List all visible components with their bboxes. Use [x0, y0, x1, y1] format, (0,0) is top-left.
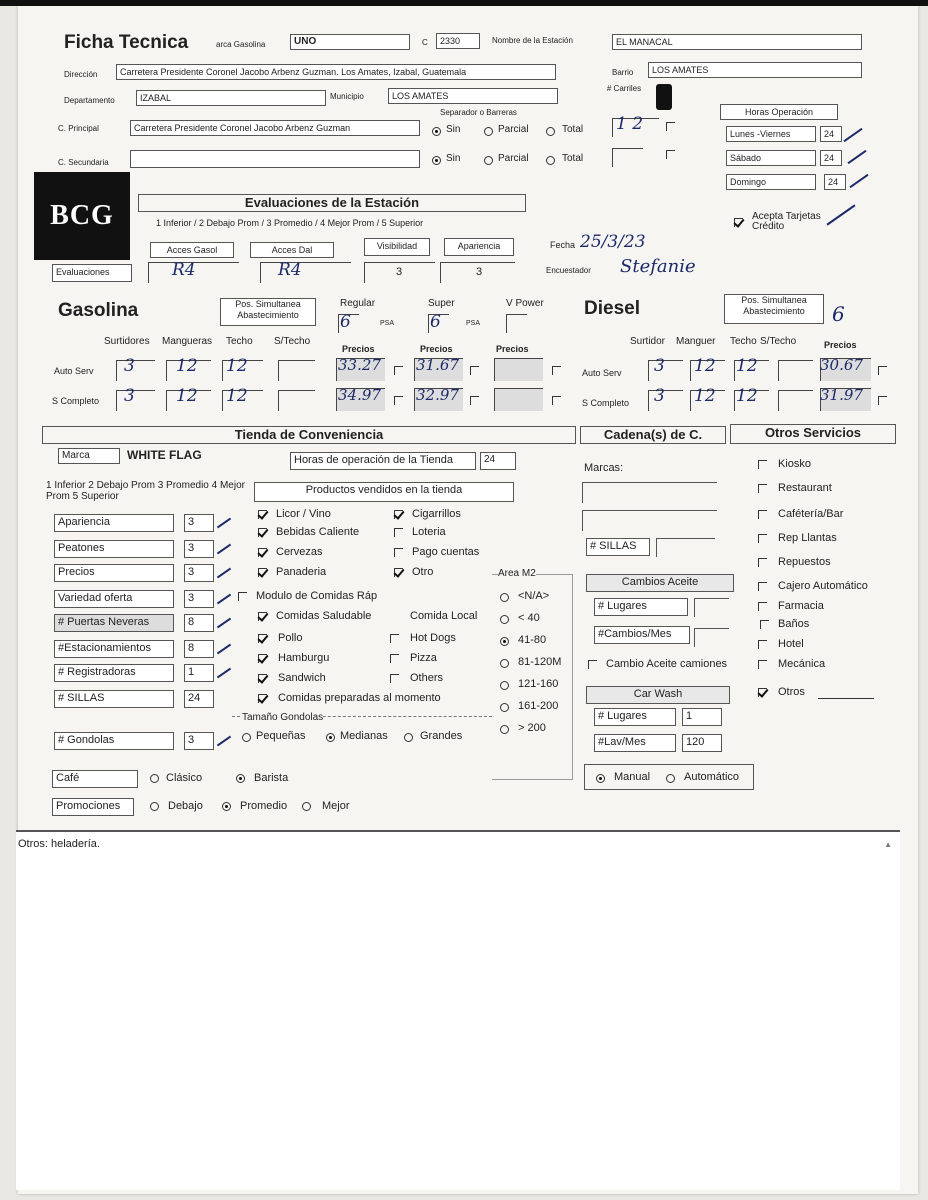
encuestador-label: Encuestador — [546, 266, 591, 275]
gas-auto-p2: 31.67 — [416, 356, 459, 374]
principal-parcial-radio[interactable] — [484, 127, 493, 136]
rating-value[interactable]: 8 — [184, 640, 214, 658]
area-group — [492, 574, 573, 780]
cafe-barista-radio[interactable] — [236, 774, 245, 783]
rating-label: Precios — [54, 564, 174, 582]
promo-debajo-label: Debajo — [168, 800, 203, 812]
evaluaciones-row-label: Evaluaciones — [52, 264, 132, 282]
service-check[interactable] — [758, 460, 767, 469]
tamano-medianas-radio[interactable] — [326, 733, 335, 742]
gas-comp-p3-check[interactable] — [552, 396, 561, 405]
gas-comp-techo: 12 — [226, 386, 248, 406]
regular-value: 6 — [340, 312, 351, 332]
secundaria-label: C. Secundaria — [58, 158, 109, 167]
service-label: Otros — [778, 686, 805, 698]
rating-value[interactable]: 3 — [184, 732, 214, 750]
diesel-manguer-col: Manguer — [676, 336, 716, 347]
preparadas-label: Comidas preparadas al momento — [278, 692, 441, 704]
direccion-field[interactable]: Carretera Presidente Coronel Jacobo Arbenz Guzman. Los Amates, Izabal, Guatemala — [116, 64, 556, 80]
principal-carriles-hand: 1 2 — [616, 114, 644, 134]
dsl-auto-label: Auto Serv — [582, 368, 622, 378]
rating-label: # Registradoras — [54, 664, 174, 682]
marcas-field-2[interactable] — [582, 510, 717, 531]
tienda-horas-field[interactable]: 24 — [480, 452, 516, 470]
form-title: Ficha Tecnica — [64, 32, 189, 53]
service-check[interactable] — [758, 582, 767, 591]
automatico-label: Automático — [684, 771, 740, 783]
marca-field[interactable]: UNO — [290, 34, 410, 50]
diesel-precios-col: Precios — [824, 340, 857, 350]
gas-comp-p2: 32.97 — [416, 386, 459, 404]
horas-dom-field[interactable]: 24 — [824, 174, 846, 190]
tienda-marca-field[interactable]: WHITE FLAG — [127, 448, 202, 462]
preparadas-check[interactable] — [258, 694, 267, 703]
regular-label: Regular — [340, 298, 376, 309]
product-label: Cervezas — [276, 546, 323, 558]
tamano-pequenas-label: Pequeñas — [256, 730, 306, 742]
cw-lugares-label: # Lugares — [594, 708, 676, 726]
regular-psa: PSA — [380, 320, 395, 327]
food-label: Others — [410, 672, 444, 684]
secundaria-field[interactable] — [130, 150, 420, 168]
tienda-marca-label: Marca — [58, 448, 120, 464]
service-label: Rep Llantas — [778, 532, 837, 544]
area-radio[interactable] — [500, 615, 509, 624]
service-check[interactable] — [760, 620, 769, 629]
tamano-grandes-label: Grandes — [420, 730, 463, 742]
gas-auto-p2-check[interactable] — [470, 366, 479, 375]
gas-comp-p1: 34.97 — [338, 386, 381, 404]
product-label: Cigarrillos — [412, 508, 461, 520]
cambios-mes-field[interactable] — [694, 628, 729, 647]
lav-field[interactable]: 120 — [682, 734, 722, 752]
rating-label: # Puertas Neveras — [54, 614, 174, 632]
area-option-label: 41-80 — [518, 634, 547, 646]
evaluaciones-title: Evaluaciones de la Estación — [138, 194, 526, 212]
horas-dom-label: Domingo — [726, 174, 816, 190]
municipio-label: Municipio — [330, 92, 364, 101]
acces-dal-box[interactable] — [260, 262, 351, 283]
dsl-auto-techo: 12 — [736, 356, 758, 376]
principal-carriles-check[interactable] — [666, 122, 675, 131]
dsl-comp-mang: 12 — [694, 386, 716, 406]
acces-dal-label: Acces Dal — [250, 242, 334, 258]
techo-col: Techo — [226, 336, 253, 347]
gas-comp-stecho-box[interactable] — [278, 390, 315, 411]
food-check[interactable] — [390, 654, 399, 663]
service-label: Repuestos — [778, 556, 831, 568]
product-label: Loteria — [412, 526, 446, 538]
food-label: Sandwich — [278, 672, 326, 684]
code-field[interactable]: 2330 — [436, 33, 480, 49]
code-label: C — [422, 38, 428, 47]
service-check[interactable] — [758, 602, 767, 611]
manual-label: Manual — [614, 771, 651, 783]
super-value: 6 — [430, 312, 441, 332]
cafe-barista-label: Barista — [254, 772, 289, 784]
secundaria-total-radio[interactable] — [546, 156, 555, 165]
rating-value[interactable]: 8 — [184, 614, 214, 632]
gas-auto-p3-check[interactable] — [552, 366, 561, 375]
rating-label: Apariencia — [54, 514, 174, 532]
rating-label: Peatones — [54, 540, 174, 558]
notes-text: Otros: heladería. — [18, 838, 100, 850]
dsl-auto-p-check[interactable] — [878, 366, 887, 375]
gas-auto-surt-box[interactable] — [116, 360, 155, 381]
rating-label: #Estacionamientos — [54, 640, 174, 658]
visibilidad-label: Visibilidad — [364, 238, 430, 256]
promo-mejor-label: Mejor — [322, 800, 350, 812]
area-radio[interactable] — [500, 593, 509, 602]
secundaria-carriles-box[interactable] — [612, 148, 643, 167]
gas-comp-surt: 3 — [124, 386, 135, 406]
tamano-medianas-label: Medianas — [340, 730, 388, 742]
secundaria-parcial-radio[interactable] — [484, 156, 493, 165]
service-check[interactable] — [758, 640, 767, 649]
area-label: Area M2 — [498, 568, 536, 579]
food-check[interactable] — [258, 634, 267, 643]
rating-value[interactable]: 3 — [184, 590, 214, 608]
gas-comp-surt-box[interactable] — [116, 390, 155, 411]
modulo-check[interactable] — [238, 592, 247, 601]
promo-mejor-radio[interactable] — [302, 802, 311, 811]
tienda-horas-label: Horas de operación de la Tienda — [290, 452, 476, 470]
nombre-label: Nombre de la Estación — [492, 36, 573, 45]
gas-auto-stecho-box[interactable] — [278, 360, 315, 381]
departamento-label: Departamento — [64, 96, 115, 105]
scroll-up-icon[interactable]: ▲ — [884, 840, 892, 849]
cambios-mes-label: #Cambios/Mes — [594, 626, 690, 644]
principal-parcial-label: Parcial — [498, 124, 529, 135]
tienda-scale: 1 Inferior 2 Debajo Prom 3 Promedio 4 Mejor Prom 5 Superior — [46, 480, 245, 502]
diesel-stecho-col: S/Techo — [760, 336, 797, 347]
area-option-label: 121-160 — [518, 678, 559, 690]
principal-sin-label: Sin — [446, 124, 461, 135]
gas-comp-p2-check[interactable] — [470, 396, 479, 405]
manual-radio[interactable] — [596, 774, 605, 783]
area-option-label: < 40 — [518, 612, 540, 624]
service-check[interactable] — [758, 688, 767, 697]
secundaria-carriles-check[interactable] — [666, 150, 675, 159]
rating-value[interactable]: 24 — [184, 690, 214, 708]
promo-promedio-label: Promedio — [240, 800, 288, 812]
carriles-label: # Carriles — [606, 84, 642, 93]
notes-area[interactable] — [16, 830, 900, 1190]
service-check[interactable] — [758, 534, 767, 543]
dsl-auto-stecho-box[interactable] — [778, 360, 813, 381]
dsl-auto-p: 30.67 — [820, 356, 863, 374]
product-label: Bebidas Caliente — [276, 526, 360, 538]
food-check[interactable] — [390, 674, 399, 683]
modulo-label: Modulo de Comidas Ráp — [256, 590, 378, 602]
camiones-label: Cambio Aceite camiones — [606, 658, 728, 670]
bcg-logo: BCG — [34, 172, 130, 260]
precios-col-2: Precios — [420, 344, 453, 354]
visibilidad-value: 3 — [396, 266, 403, 278]
area-option-label: <N/A> — [518, 590, 550, 602]
service-check[interactable] — [758, 660, 767, 669]
otros-specify-line[interactable] — [818, 698, 874, 699]
gas-comp-p1-check[interactable] — [394, 396, 403, 405]
dsl-comp-stecho-box[interactable] — [778, 390, 813, 411]
acces-gasol-label: Acces Gasol — [150, 242, 234, 258]
rating-value[interactable]: 1 — [184, 664, 214, 682]
vpower-label: V Power — [506, 298, 544, 309]
dsl-auto-mang: 12 — [694, 356, 716, 376]
horas-lv-label: Lunes -Viernes — [726, 126, 816, 142]
cw-lugares-field[interactable]: 1 — [682, 708, 722, 726]
service-label: Restaurant — [778, 482, 832, 494]
area-radio[interactable] — [500, 725, 509, 734]
area-radio[interactable] — [500, 637, 509, 646]
carwash-title: Car Wash — [586, 686, 730, 704]
dsl-comp-label: S Completo — [582, 398, 630, 408]
gas-auto-p1: 33.27 — [338, 356, 381, 374]
secundaria-parcial-label: Parcial — [498, 153, 529, 164]
dsl-comp-techo: 12 — [736, 386, 758, 406]
automatico-radio[interactable] — [666, 774, 675, 783]
product-check[interactable] — [258, 568, 267, 577]
rating-value[interactable]: 3 — [184, 564, 214, 582]
area-option-label: 161-200 — [518, 700, 559, 712]
product-check[interactable] — [394, 528, 403, 537]
diesel-pos-value: 6 — [832, 302, 845, 326]
secundaria-sin-label: Sin — [446, 153, 461, 164]
separador-label: Separador o Barreras — [440, 108, 517, 117]
gas-auto-p3-box[interactable] — [494, 358, 543, 381]
super-psa: PSA — [466, 320, 481, 327]
product-label: Licor / Vino — [276, 508, 331, 520]
product-check[interactable] — [258, 548, 267, 557]
product-check[interactable] — [258, 510, 267, 519]
encuestador-value: Stefanie — [620, 256, 696, 277]
dsl-comp-p-check[interactable] — [878, 396, 887, 405]
acces-dal-value: R4 — [278, 260, 302, 280]
service-label: Cafétería/Bar — [778, 508, 844, 520]
service-label: Cajero Automático — [778, 580, 868, 592]
cambios-title: Cambios Aceite — [586, 574, 734, 592]
food-check[interactable] — [390, 634, 399, 643]
super-label: Super — [428, 298, 455, 309]
precios-col-1: Precios — [342, 344, 375, 354]
surtidores-col: Surtidores — [104, 336, 150, 347]
gas-auto-mang: 12 — [176, 356, 198, 376]
area-radio[interactable] — [500, 681, 509, 690]
gas-auto-techo: 12 — [226, 356, 248, 376]
food-label: Hot Dogs — [410, 632, 456, 644]
gasolina-pos-label: Pos. Simultanea Abastecimiento — [220, 298, 316, 326]
municipio-field[interactable]: LOS AMATES — [388, 88, 558, 104]
rating-value[interactable]: 3 — [184, 540, 214, 558]
mangueras-col: Mangueras — [162, 336, 213, 347]
diesel-techo-col: Techo — [730, 336, 757, 347]
tamano-pequenas-radio[interactable] — [242, 733, 251, 742]
food-check[interactable] — [258, 654, 267, 663]
promo-promedio-radio[interactable] — [222, 802, 231, 811]
promo-label: Promociones — [52, 798, 134, 816]
service-check[interactable] — [758, 558, 767, 567]
gas-auto-label: Auto Serv — [54, 366, 94, 376]
camiones-check[interactable] — [588, 660, 597, 669]
gasolina-title: Gasolina — [58, 300, 139, 321]
product-label: Pago cuentas — [412, 546, 480, 558]
secundaria-sin-radio[interactable] — [432, 156, 441, 165]
comidas-saludable-label: Comidas Saludable — [276, 610, 372, 622]
diesel-pos-label: Pos. Simultanea Abastecimiento — [724, 294, 824, 324]
lav-label: #Lav/Mes — [594, 734, 676, 752]
acces-gasol-value: R4 — [172, 260, 196, 280]
service-check[interactable] — [758, 510, 767, 519]
dsl-comp-surt: 3 — [654, 386, 665, 406]
tarjetas-label: Acepta Tarjetas Crédito — [752, 211, 821, 232]
dsl-auto-surt: 3 — [654, 356, 665, 376]
area-option-label: > 200 — [518, 722, 546, 734]
marca-label: arca Gasolina — [216, 40, 266, 49]
service-label: Farmacia — [778, 600, 824, 612]
cadena-sillas-field[interactable] — [656, 538, 715, 557]
comidas-saludable-check[interactable] — [258, 612, 267, 621]
principal-field[interactable]: Carretera Presidente Coronel Jacobo Arbenz Guzman — [130, 120, 420, 136]
marcas-field-1[interactable] — [582, 482, 717, 503]
principal-label: C. Principal — [58, 124, 99, 133]
cambios-lugares-label: # Lugares — [594, 598, 688, 616]
rating-label: # Gondolas — [54, 732, 174, 750]
food-check[interactable] — [258, 674, 267, 683]
fecha-label: Fecha — [550, 240, 576, 250]
product-check[interactable] — [394, 548, 403, 557]
tarjetas-check[interactable] — [734, 218, 743, 227]
stecho-col: S/Techo — [274, 336, 311, 347]
product-check[interactable] — [394, 568, 403, 577]
cafe-clasico-label: Clásico — [166, 772, 203, 784]
barrio-field[interactable]: LOS AMATES — [648, 62, 862, 78]
gas-auto-surt: 3 — [124, 356, 135, 376]
product-label: Panaderia — [276, 566, 327, 578]
cambios-lugares-field[interactable] — [694, 598, 729, 617]
rating-label: Variedad oferta — [54, 590, 174, 608]
tienda-title: Tienda de Conveniencia — [42, 426, 576, 444]
service-label: Baños — [778, 618, 810, 630]
principal-total-label: Total — [562, 124, 584, 135]
gas-comp-mang: 12 — [176, 386, 198, 406]
tamano-label: Tamaño Gondolas — [242, 712, 324, 723]
rating-label: # SILLAS — [54, 690, 174, 708]
service-label: Kiosko — [778, 458, 812, 470]
cafe-clasico-radio[interactable] — [150, 774, 159, 783]
area-radio[interactable] — [500, 659, 509, 668]
barrio-label: Barrio — [612, 68, 634, 77]
diesel-title: Diesel — [584, 298, 640, 319]
comida-local-label: Comida Local — [410, 610, 478, 622]
nombre-field[interactable]: EL MANACAL — [612, 34, 862, 50]
evaluaciones-scale: 1 Inferior / 2 Debajo Prom / 3 Promedio / 4 Mejor Prom / 5 Superior — [156, 218, 424, 228]
gas-comp-label: S Completo — [52, 396, 100, 406]
horas-sab-field[interactable]: 24 — [820, 150, 842, 166]
area-option-label: 81-120M — [518, 656, 562, 668]
principal-sin-radio[interactable] — [432, 127, 441, 136]
product-check[interactable] — [258, 528, 267, 537]
secundaria-total-label: Total — [562, 153, 584, 164]
horas-sab-label: Sábado — [726, 150, 816, 166]
gas-comp-p3-box[interactable] — [494, 388, 543, 411]
horas-lv-field[interactable]: 24 — [820, 126, 842, 142]
traffic-light-icon — [656, 84, 672, 110]
product-label: Otro — [412, 566, 434, 578]
diesel-surtidor-col: Surtidor — [630, 336, 666, 347]
gas-auto-p1-check[interactable] — [394, 366, 403, 375]
cafe-label: Café — [52, 770, 138, 788]
precios-col-3: Precios — [496, 344, 529, 354]
horas-title: Horas Operación — [720, 104, 838, 120]
food-label: Pollo — [278, 632, 303, 644]
vpower-box[interactable] — [506, 314, 527, 333]
rating-value[interactable]: 3 — [184, 514, 214, 532]
marcas-label: Marcas: — [584, 462, 624, 474]
direccion-label: Dirección — [64, 70, 98, 79]
service-check[interactable] — [758, 484, 767, 493]
cadena-title: Cadena(s) de C. — [580, 426, 726, 444]
otros-title: Otros Servicios — [730, 424, 896, 444]
apariencia-label: Apariencia — [444, 238, 514, 256]
promo-debajo-radio[interactable] — [150, 802, 159, 811]
dsl-comp-p: 31.97 — [820, 386, 863, 404]
principal-total-radio[interactable] — [546, 127, 555, 136]
food-label: Hamburgu — [278, 652, 330, 664]
service-label: Mecánica — [778, 658, 826, 670]
food-label: Pizza — [410, 652, 437, 664]
departamento-field[interactable]: IZABAL — [136, 90, 326, 106]
area-radio[interactable] — [500, 703, 509, 712]
productos-label: Productos vendidos en la tienda — [254, 482, 514, 502]
cadena-sillas-label: # SILLAS — [586, 538, 650, 556]
apariencia-value: 3 — [476, 266, 483, 278]
fecha-value: 25/3/23 — [580, 232, 646, 252]
service-label: Hotel — [778, 638, 804, 650]
tamano-grandes-radio[interactable] — [404, 733, 413, 742]
product-check[interactable] — [394, 510, 403, 519]
